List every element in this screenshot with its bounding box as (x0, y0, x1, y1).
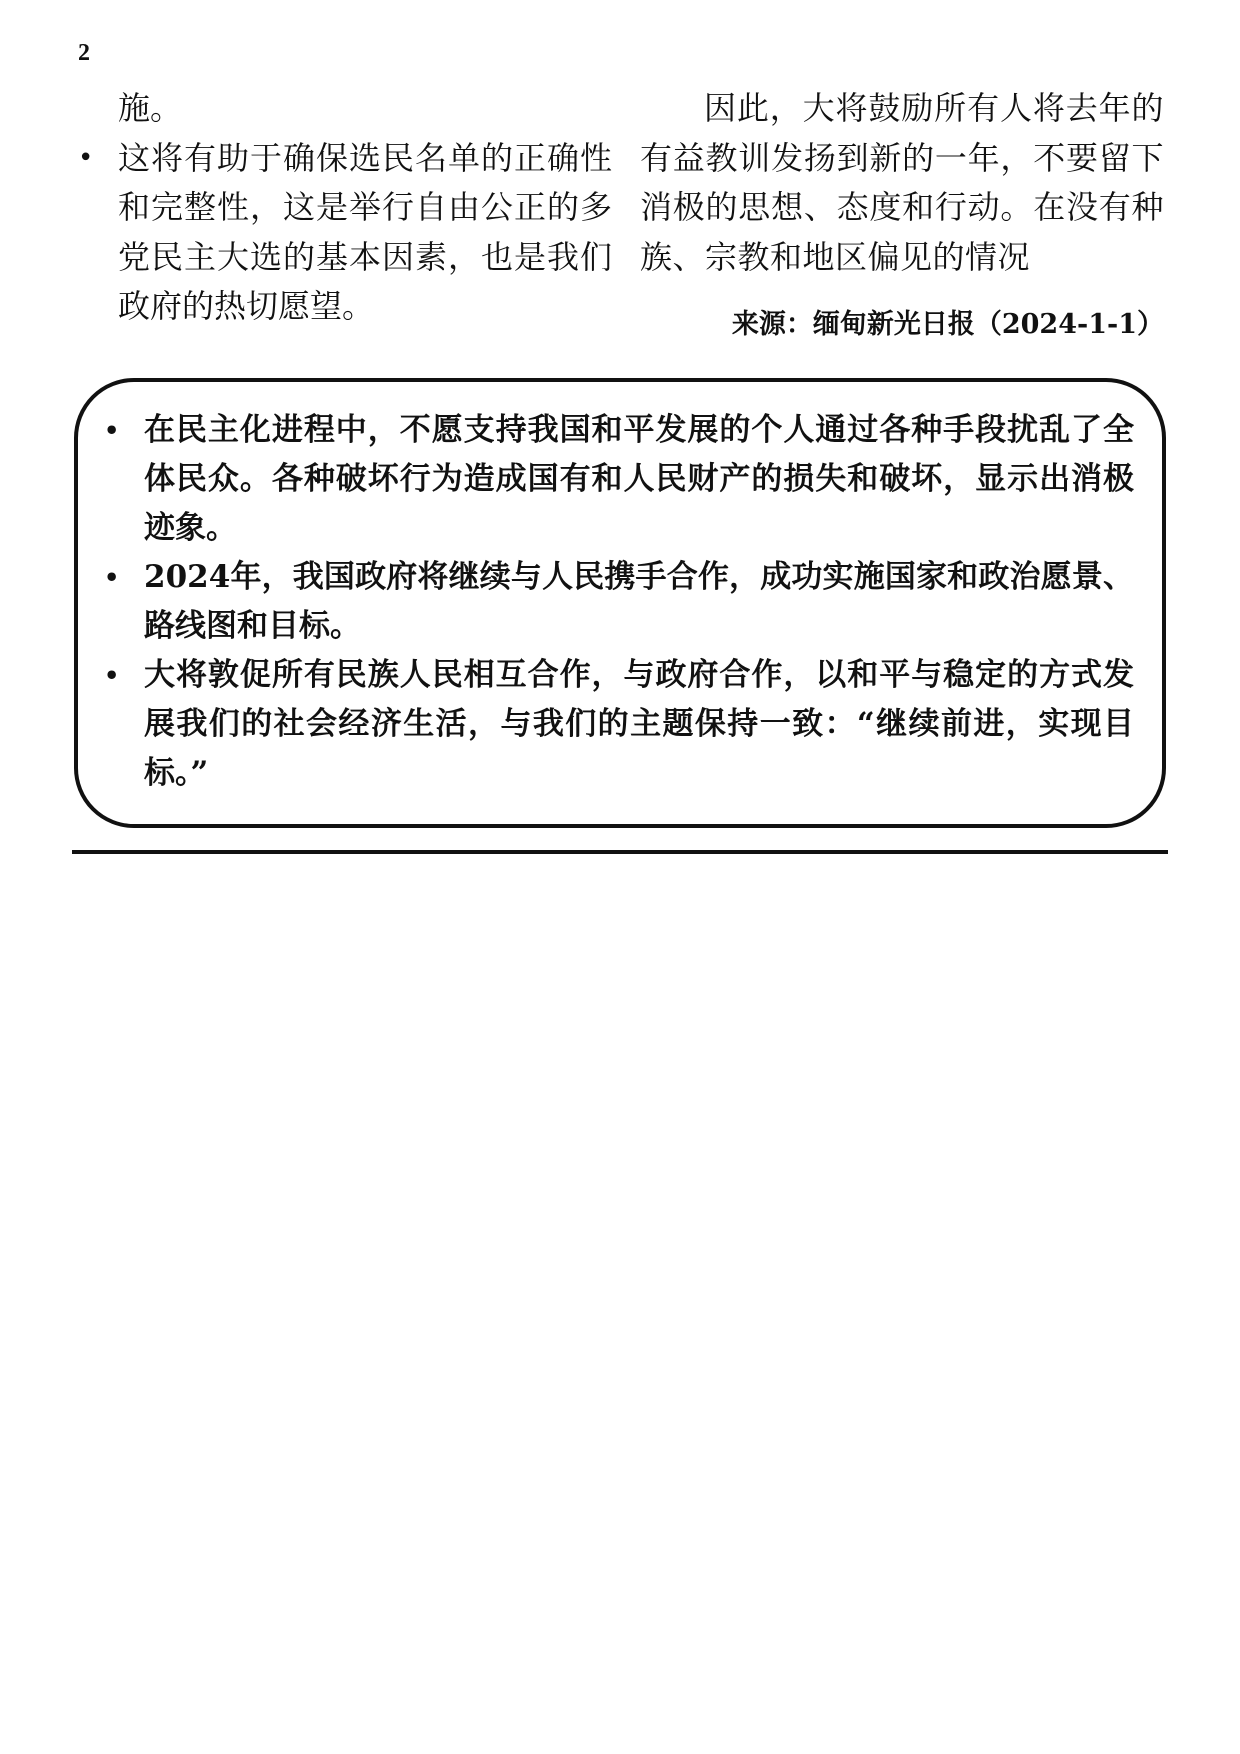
bullet-item (72, 134, 612, 332)
bullet-icon: • (104, 416, 120, 445)
summary-item (100, 406, 1134, 553)
bullet-icon: • (104, 563, 120, 592)
summary-box (74, 378, 1166, 828)
continuation-text: 施。 (118, 89, 183, 127)
summary-item-text: 大将敦促所有民族人民相互合作，与政府合作，以和平与稳定的方式发展我们的社会经济生活，与我们的主题保持一致：“继续前进，实现目标。” (144, 657, 1134, 791)
summary-item (100, 651, 1134, 798)
left-column (72, 84, 612, 332)
summary-item-text: 在民主化进程中，不愿支持我国和平发展的个人通过各种手段扰乱了全体民众。各种破坏行为造成国有和人民财产的损失和破坏，显示出消极迹象。 (144, 412, 1134, 546)
summary-list (100, 406, 1134, 798)
bullet-icon: • (104, 661, 120, 690)
body-paragraph: 因此，大将鼓励所有人将去年的有益教训发扬到新的一年，不要留下消极的思想、态度和行动。在没有种族、宗教和地区偏见的情况 (640, 89, 1164, 276)
page-number: 2 (78, 40, 90, 66)
bullet-icon: • (78, 142, 94, 173)
bullet-text: 这将有助于确保选民名单的正确性和完整性，这是举行自由公正的多党民主大选的基本因素，也是我们政府的热切愿望。 (118, 138, 612, 325)
summary-item (100, 553, 1134, 651)
right-column (640, 84, 1164, 282)
source-citation: 来源：缅甸新光日报（2024-1-1） (731, 309, 1164, 340)
horizontal-divider (72, 850, 1168, 854)
summary-item-text: 2024年，我国政府将继续与人民携手合作，成功实施国家和政治愿景、路线图和目标。 (144, 559, 1134, 644)
